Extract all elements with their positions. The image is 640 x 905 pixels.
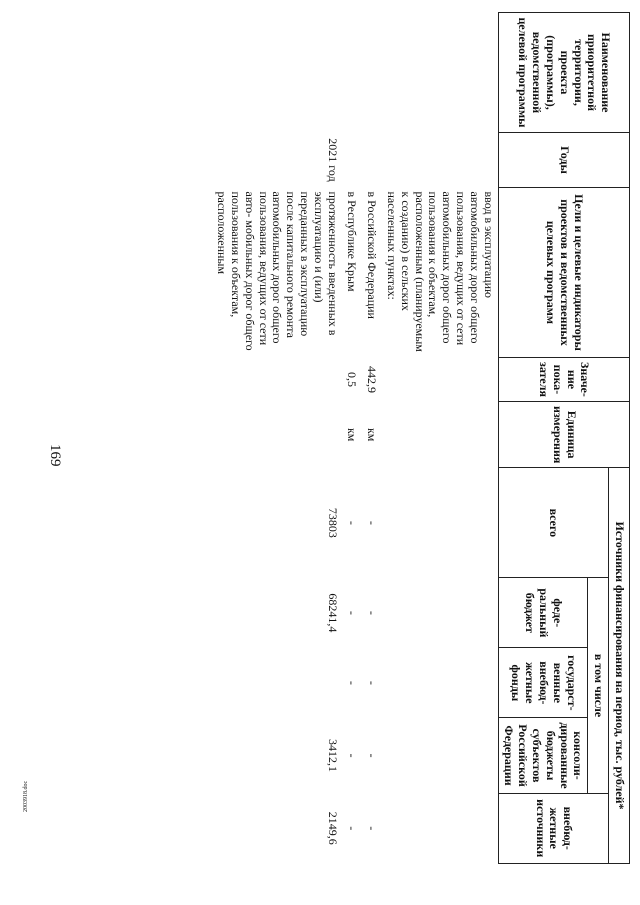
page-number: 169	[47, 444, 63, 467]
footer-filename: 2003918.doc	[23, 780, 29, 812]
header-sources: Источники финансирования на период, тыс. рублей*	[609, 468, 630, 863]
header-row-1	[609, 13, 630, 864]
block2-external: 2149,6	[325, 811, 340, 845]
rotated-table-sheet	[60, 12, 630, 882]
row-state-funds: -	[365, 680, 380, 685]
header-years: Годы	[498, 133, 629, 188]
row-value: 442,9	[365, 365, 380, 393]
row-state-funds: -	[345, 680, 360, 685]
header-state-funds: государст- венные внебюд- жетные фонды	[498, 648, 588, 718]
block2-year: 2021 год	[325, 138, 340, 182]
row-consolidated: -	[345, 753, 360, 758]
row-label: в Российской Федерации	[365, 191, 380, 319]
row-consolidated: -	[365, 753, 380, 758]
block2-total: 73803	[325, 507, 340, 538]
header-consolidated: консоли- дированные бюджеты субъектов Российской Федерации	[498, 718, 588, 793]
header-name: Наименование приоритетной территории, проекта (программы), ведомственной целевой программы	[498, 13, 629, 133]
block2-row	[211, 13, 341, 864]
row-external: -	[365, 826, 380, 831]
header-federal: феде- ральный бюджет	[498, 578, 588, 648]
header-unit: Единица измерения	[498, 401, 629, 467]
header-external: внебюд- жетные источники	[498, 793, 609, 863]
header-total: всего	[498, 468, 609, 578]
row-federal: -	[365, 610, 380, 615]
financing-table	[211, 12, 630, 864]
block1-goal-row	[381, 13, 498, 864]
block1-goal-text: ввод в эксплуатацию автомобильных дорог общего пользования, ведущих от сети автомобильных дорог общего пользования к объектам, расположенным (планируемым к созданию) в сельских населенных пунктах:	[385, 191, 496, 352]
header-including: в том числе	[588, 578, 609, 793]
row-external: -	[345, 826, 360, 831]
block1-row-rf	[361, 13, 381, 864]
row-unit: км	[345, 427, 360, 442]
row-federal: -	[345, 610, 360, 615]
header-goals: Цели и целевые индикаторы проектов и ведомственных целевых программ	[498, 188, 629, 358]
row-total: -	[345, 520, 360, 525]
block2-goal-text: протяженность введенных в эксплуатацию и (или) переданных в эксплуатацию после капитального ремонта автомобильных дорог общего пользования, ведущих от сети авто- мобильных дорог общего пользования к объектам, расположенным	[215, 191, 340, 351]
row-label: в Республике Крым	[345, 191, 360, 292]
row-total: -	[365, 520, 380, 525]
block2-consolidated: 3412,1	[325, 739, 340, 773]
row-value: 0,5	[345, 371, 360, 387]
block2-federal: 68241,4	[325, 593, 340, 633]
block1-row-crimea	[342, 13, 362, 864]
row-unit: км	[365, 427, 380, 442]
header-value: Значе- ние пока- зателя	[498, 358, 629, 402]
